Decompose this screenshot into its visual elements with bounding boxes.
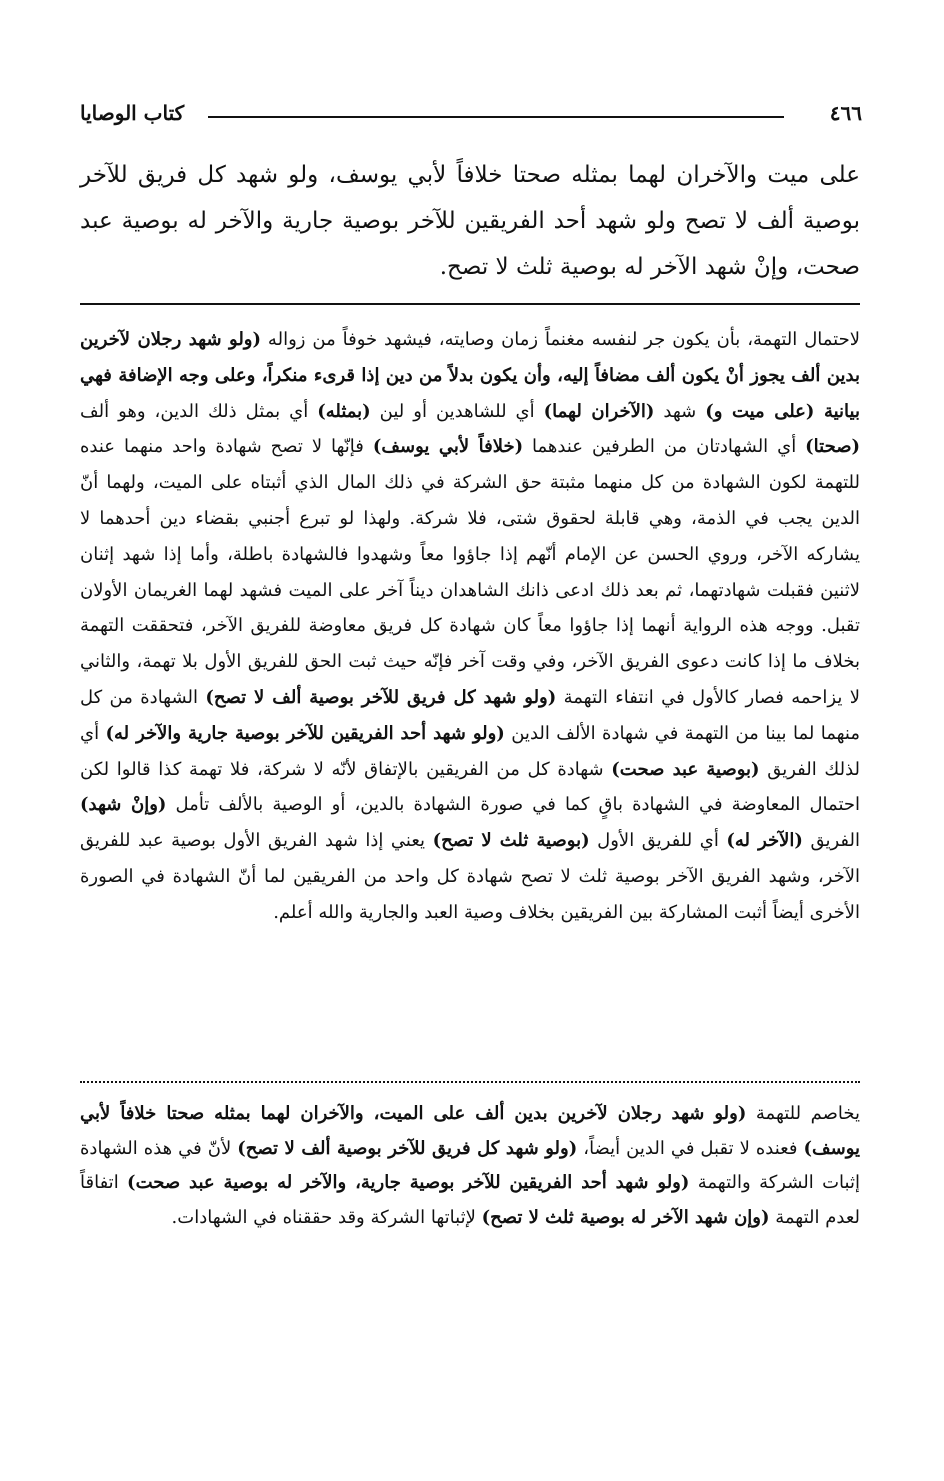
footnote-quote: (ولو شهد كل فريق للآخر بوصية ألف لا تصح) bbox=[237, 1137, 578, 1159]
commentary-quote: (ولو شهد أحد الفريقين للآخر بوصية جارية والآخر له) bbox=[105, 722, 505, 744]
footnote-quote: (ولو شهد أحد الفريقين للآخر بوصية جارية، والآخر له بوصية عبد صحت) bbox=[127, 1172, 690, 1193]
commentary-text: يعني إذا شهد الفريق الأول بوصية عبد للفريق الآخر، وشهد الفريق الآخر بوصية ثلث لا تصح شهادة كل واحد من الفريقين لما أنّ الشهادة في الصورة الأخرى أيضاً أثبت المشاركة بين الفريقين بخلاف وصية العبد والجارية والله أعلم. bbox=[80, 830, 860, 923]
commentary-text: الشهادة من كل منهما لما بينا من التهمة في شهادة الألف الدين bbox=[80, 686, 860, 744]
commentary-text: الفريق bbox=[802, 830, 861, 852]
header-rule bbox=[208, 116, 784, 118]
commentary-quote: (الآخر له) bbox=[726, 830, 803, 852]
footnote-text: فعنده لا تقبل في الدين أيضاً، bbox=[577, 1137, 804, 1159]
commentary bbox=[80, 322, 860, 931]
commentary-quote: (بوصية عبد صحت) bbox=[611, 758, 760, 780]
commentary-quote: (ولو شهد كل فريق للآخر بوصية ألف لا تصح) bbox=[205, 686, 557, 708]
main-text-body: على ميت والآخران لهما بمثله صحتا خلافاً لأبي يوسف، ولو شهد كل فريق للآخر بوصية ألف لا تصح ولو شهد أحد الفريقين للآخر بوصية جارية والآخر له بوصية عبد صحت، وإنْ شهد الآخر له بوصية ثلث لا تصح. bbox=[80, 162, 860, 280]
commentary-text: أي لذلك الفريق bbox=[80, 722, 860, 780]
footnote-text: لإثباتها الشركة وقد حققناه في الشهادات. bbox=[171, 1206, 482, 1228]
commentary-quote: (بوصية ثلث لا تصح) bbox=[432, 830, 590, 852]
commentary-text: أي للشاهدين أو لين bbox=[370, 400, 544, 422]
footnote-quote: (وإن شهد الآخر له بوصية ثلث لا تصح) bbox=[481, 1206, 770, 1228]
commentary-quote: (الآخران لهما) bbox=[543, 400, 655, 422]
commentary-text: شهادة كل من الفريقين بالإتفاق لأنّه لا شركة، فلا تهمة كذا قالوا لكن احتمال المعاوضة في الشهادة باقٍ كما في صورة الشهادة بالدين، أو الوصية بالألف تأمل bbox=[80, 758, 860, 816]
footnote-text: يخاصم للتهمة bbox=[746, 1103, 860, 1124]
commentary-text: أي بمثل ذلك الدين، وهو ألف bbox=[80, 400, 318, 422]
commentary-quote: (وإنْ شهد) bbox=[80, 794, 167, 816]
commentary-quote: (خلافاً لأبي يوسف) bbox=[372, 436, 524, 458]
footnote-text: لأنّ في هذه الشهادة إثبات الشركة والتهمة bbox=[80, 1137, 860, 1193]
commentary-quote: (ولو شهد رجلان لآخرين بدين ألف يجوز أنْ يكون ألف مضافاً إليه، وأن يكون بدلاً من دين إذا قرىء منكراً، وعلى وجه الإضافة فهي بيانية (على ميت و) bbox=[80, 329, 860, 422]
page-number: ٤٦٦ bbox=[829, 101, 862, 125]
commentary-quote: (بمثله) bbox=[317, 400, 371, 422]
commentary-text: أي للفريق الأول bbox=[589, 830, 727, 852]
book-title: كتاب الوصايا bbox=[80, 101, 185, 125]
commentary-text: فإنّها لا تصح شهادة واحد منهما عنده للتهمة لكون الشهادة من كل منهما مثبتة حق الشركة في ذلك المال الذي أثبتاه على الميت، ولهما أنّ الدين يجب في الذمة، وهي قابلة لحقوق شتى، فلا شركة. ولهذا لو تبرع أجنبي بقضاء دين أحدهما لا يشاركه الآخر، وروي الحسن عن الإمام أنّهم إذا جاؤوا معاً وشهدوا فالشهادة باطلة، وأما إذا شهد إثنان لاثنين فقبلت شهادتهما، ثم بعد ذلك ادعى ذانك الشاهدان ديناً آخر على الميت فشهد لهما الغريمان الأولان تقبل. ووجه هذه الرواية أنهما إذا جاؤوا معاً كان شهادة كل فريق معاوضة للفريق الآخر، فتحققت التهمة بخلاف ما إذا كانت دعوى الفريق الآخر، وفي وقت آخر فإنّه حيث ثبت الحق للفريق الأول بلا تهمة، والثاني لا يزاحمه فصار كالأول في انتفاء التهمة bbox=[80, 436, 860, 708]
commentary-text: شهد bbox=[654, 400, 706, 422]
main-text-separator bbox=[80, 303, 860, 305]
commentary-text: أي الشهادتان من الطرفين عندهما bbox=[523, 436, 806, 458]
commentary-quote: (صحتا) bbox=[805, 436, 861, 458]
footnote bbox=[80, 1097, 860, 1235]
footnote-quote: (ولو شهد رجلان لآخرين بدين ألف على الميت، والآخران لهما بمثله صحتا خلافاً لأبي يوسف) bbox=[80, 1103, 861, 1159]
main-text bbox=[80, 152, 860, 290]
footnote-separator bbox=[80, 1081, 860, 1083]
footnote-text: اتفاقاً لعدم التهمة bbox=[80, 1172, 860, 1228]
page-header bbox=[80, 98, 862, 128]
commentary-text: لاحتمال التهمة، بأن يكون جر لنفسه مغنماً زمان وصايته، فيشهد خوفاً من زواله bbox=[261, 329, 860, 350]
